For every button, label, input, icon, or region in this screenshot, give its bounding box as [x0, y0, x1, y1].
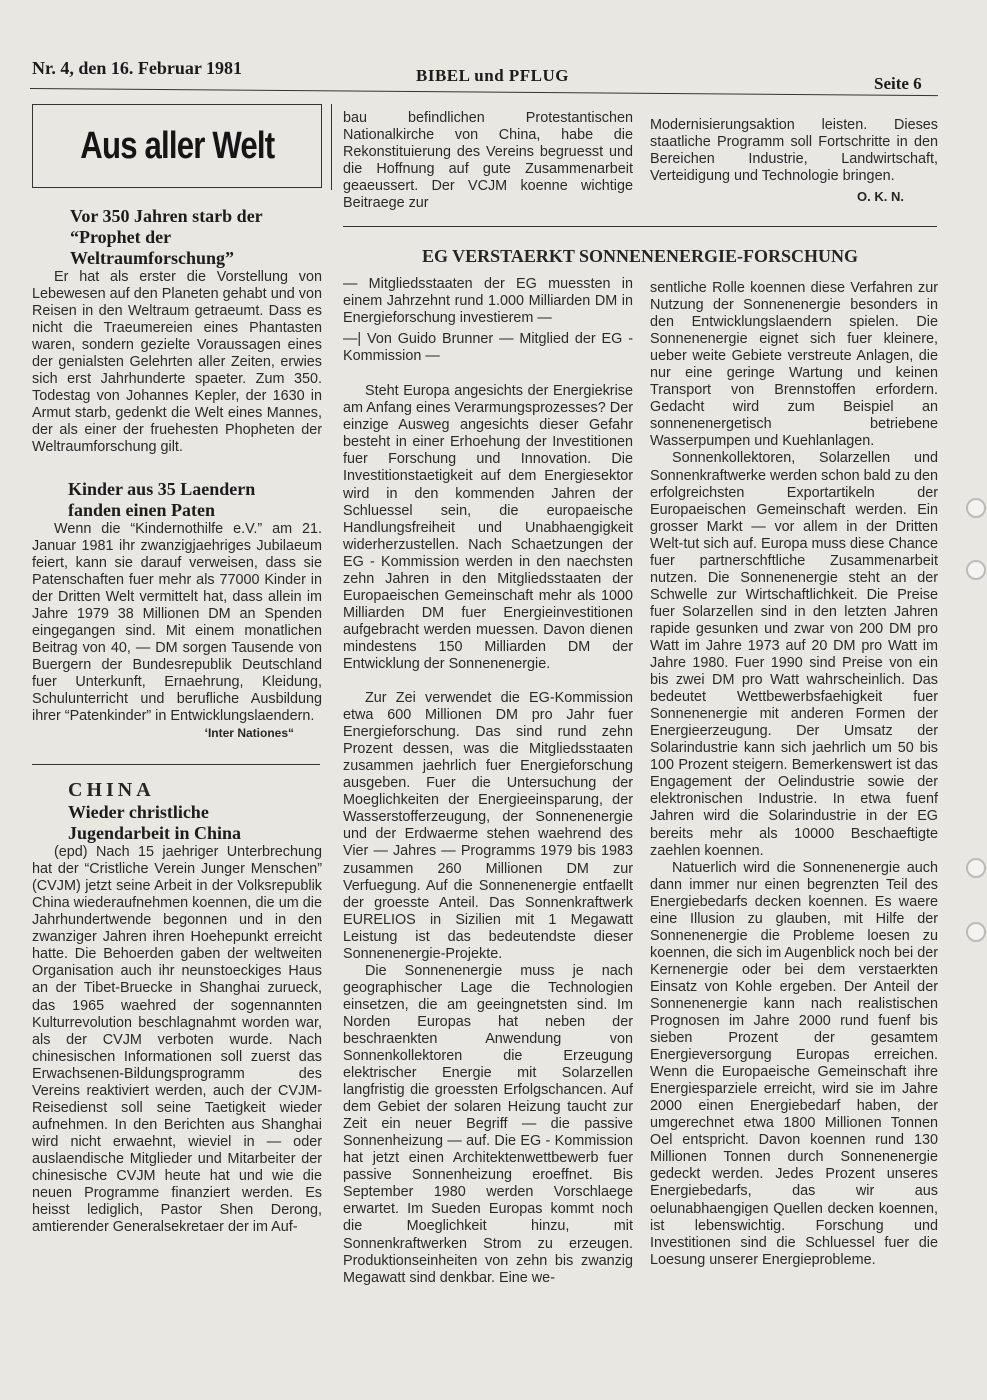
column-1	[32, 206, 322, 1236]
binder-hole-icon	[966, 858, 986, 878]
issue-date: Nr. 4, den 16. Februar 1981	[32, 58, 243, 78]
section-title-box	[32, 104, 322, 188]
binder-hole-icon	[966, 498, 986, 518]
page-number: Seite 6	[874, 74, 922, 93]
eg-column-2	[343, 276, 633, 1287]
binder-hole-icon	[966, 922, 986, 942]
china-continuation-col2: bau befindlichen Protestantischen Nationalkirche von China, habe die Rekonstituierung des Vereins begruesst und die Hoffnung auf gute Zusammenarbeit geaeussert. Der VCJM koenne wichtige Beitraege zur	[343, 110, 633, 212]
kepler-body: Er hat als erster die Vorstellung von Lebewesen auf den Planeten gehabt und von Reisen in den Weltraum getraeumt. Dass es nicht die Traeumereien eines Phantasten waren, sondern gezielte Voraussagen eines der genialsten Gelehrten aller Zeiten, erwies sich erst Jahrhunderte spaeter. Zum 350. Todestag von Johannes Kepler, der 1630 in Armut starb, gedenkt die Welt eines Mannes, der als einer der fruehesten Phopheten der Weltraumforschung gilt.	[32, 269, 322, 456]
section-title: Aus aller Welt	[79, 124, 275, 167]
eg-paragraph-4: sentliche Rolle koennen diese Verfahren zur Nutzung der Sonnenenergie besonders in den Entwicklungslaendern spielen. Die Sonnenenergie eignet sich fuer kleinere, ueber weite Gebiete verstreute Anlagen, die nur eine geringe Wartung und keinen Transport von Brennstoffen erfordern. Gedacht wird zum Beispiel an sonnenenergetisch betriebene Wasserpumpen und Kuehlanlagen.	[650, 280, 938, 450]
column-1-divider	[32, 764, 320, 765]
binder-hole-icon	[966, 560, 986, 580]
eg-headline: EG VERSTAERKT SONNENENERGIE-FORSCHUNG	[421, 246, 859, 266]
kinder-headline: Kinder aus 35 Laendern fanden einen Paten	[68, 478, 256, 520]
china-signature: O. K. N.	[857, 189, 904, 205]
column-divider-vertical	[331, 104, 332, 190]
china-continuation-text: Modernisierungsaktion leisten. Dieses staatliche Programm soll Fortschritte in den Bereichen Industrie, Landwirtschaft, Verteidigung und Technologie bringen.	[650, 117, 938, 185]
china-end-rule	[343, 226, 937, 227]
china-headline: Wieder christliche Jugendarbeit in China	[68, 802, 242, 844]
china-kicker: CHINA	[68, 779, 155, 802]
china-body: (epd) Nach 15 jaehriger Unterbrechung hat der “Cristliche Verein Junger Menschen” (CVJM) jetzt seine Arbeit in der Volksrepublik China wiederaufnehmen koennen, die um die Jahrhundertwende begonnen und in den zwanziger Jahren ihren Hoehepunkt erreicht hatte. Die Behoerden gaben der weltweiten Organisation auch ihr neunstoeckiges Haus an der Tibet-Bruecke in Shanghai zurueck, das 1965 waehred der sogennannten Kulturrevolution beschlagnahmt worden war, als der CVJM verboten wurde. Nach chinesischen Informationen soll zuerst das Erwachsenen-Bildungsprogramm des Vereins reaktiviert werden, auch der CVJM-Reisedienst soll seine Taetigkeit wieder aufnehmen. In den Berichten aus Shanghai wird nicht erwaehnt, wieviel in — oder auslaendische Mitglieder und Mitarbeiter der chinesische CVJM heute hat und wie die neuen Programme finanziert werden. Es heisst lediglich, Pastor Shen Derong, amtierender Generalsekretaer der im Auf-	[32, 844, 322, 1236]
china-continuation-col3	[650, 117, 938, 204]
kinder-source: ‘Inter Nationes“	[204, 726, 294, 741]
eg-paragraph-3: Die Sonnenenergie muss je nach geographischer Lage die Technologien einsetzen, die am geeingnetsten sind. Im Norden Europas hat neben der beschraenkten Anwendung von Sonnenkollektoren die Erzeugung elektrischer Energie mit Solarzellen langfristig die groessten Erfolgschancen. Auf dem Gebiet der solaren Heizung taucht zur Zeit ein neuer Begriff — die passive Sonnenheizung — auf. Die EG - Kommission hat jetzt einen Architektenwettbewerb fuer passive Sonnenheizung eroeffnet. Bis September 1980 werden Vorschlaege erwartet. Im Sueden Europas kommt noch die Moeglichkeit hinzu, mit Sonnenkraftwerken Strom zu erzeugen. Produktionseinheiten von zehn bis zwanzig Megawatt sind denkbar. Eine we-	[343, 962, 633, 1286]
newspaper-name: BIBEL und PFLUG	[416, 66, 570, 85]
eg-lead: — Mitgliedsstaaten der EG muessten in einem Jahrzehnt rund 1.000 Milliarden DM in Energieforschung investierem —	[343, 276, 633, 327]
kepler-headline: Vor 350 Jahren starb der “Prophet der Weltraumforschung”	[70, 206, 263, 268]
eg-paragraph-5: Sonnenkollektoren, Solarzellen und Sonnenkraftwerke werden schon bald zu den erfolgreichsten Exportartikeln der Europaeischen Gemeinschaft werden. Ein grosser Markt — vor allem in der Dritten Welt-tut sich auf. Europa muss diese Chance fuer partnerschftliche Zusammenarbeit nutzen. Die Sonnenenergie steht an der Schwelle zur Wirtschaftlichkeit. Die Preise fuer Solarzellen sind in den letzten Jahren rapide gesunken und zwar von 200 DM pro Watt im Jahre 1973 auf 20 DM pro Watt im Jahre 1980. Fuer 1990 sind Preise von ein bis zwei DM pro Watt wahrscheinlich. Das bedeutet Wettbewerbsfaehigkeit fuer Sonnenenergie mit anderen Formen der Energieerzeugung. Der Umsatz der Solarindustrie kann sich jaehrlich um 50 bis 100 Prozent steigern. Bemerkenswert ist das Engagement der Oelindustrie sowie der elektronischen Industrie. In etwa fuenf Jahren wird die Solarindustrie in der EG bereits mehr als 10000 Beschaeftigte zaehlen koennen.	[650, 450, 938, 859]
eg-paragraph-6: Natuerlich wird die Sonnenenergie auch dann immer nur einen begrenzten Teil des Energiebedarfs decken koennen. Es waere eine Illusion zu glauben, mit Hilfe der Sonnenenergie die Probleme loesen zu koennen, die sich im Augenblick noch bei der Kernenergie oder bei dem verstaerkten Einsatz von Kohle ergeben. Der Anteil der Sonnenenergie kann nach realistischen Prognosen im Jahre 2000 rund fuenf bis sieben Prozent der gesamtem Energieversorgung Europas erreichen. Wenn die Europaeische Gemeinschaft ihre Energiesparziele erreicht, wird sie im Jahre 2000 einen Energiebedarf haben, der umgerechnet etwa 1800 Millionen Tonnen Oel entspricht. Davon koennen rund 130 Millionen Tonnen durch Sonnenenergie gedeckt werden. Jedes Prozent unseres Energiebedarfs, das wir aus oelunabhaengigen Quellen decken koennen, ist lebenswichtig. Forschung und Investitionen sind die Schluessel fuer die Loesung unserer Energieprobleme.	[650, 859, 938, 1268]
eg-author: —| Von Guido Brunner — Mitglied der EG - Kommission —	[343, 331, 633, 365]
eg-paragraph-1: Steht Europa angesichts der Energiekrise am Anfang eines Verarmungsprozesses? Der einzige Ausweg angesichts dieser Gefahr besteht in einer Erhoehung der Investitionen fuer Forschung und Innovation. Die Investitionstaetigkeit auf dem Energiesektor wird in den kommenden Jahren der Schluessel sein, die europaeische Handlungsfreiheit und Unabhaengigkeit widerherzustellen. Nach Schaetzungen der EG - Kommission werden in den naechsten zehn Jahren in den Mitgliedsstaaten der Europaeischen Gemeinschaft mehr als 1000 Milliarden DM fuer Energieinvestitionen aufgebracht werden muessen. Davon dienen mindestens 150 Milliarden DM der Entwicklung der Sonnenenergie.	[343, 383, 633, 672]
eg-column-3	[650, 280, 938, 1269]
kinder-body: Wenn die “Kindernothilfe e.V.” am 21. Januar 1981 ihr zwanzigjaehriges Jubilaeum feiert, kann sie darauf verweisen, dass sie Patenschaften fuer mehr als 77000 Kinder in der Dritten Welt vermittelt hat, dass allein im Jahre 1979 38 Millionen DM an Spenden eingegangen sind. Mit einem monatlichen Beitrag von 40, — DM sorgen Tausende von Buergern der Bundesrepublik Deutschland fuer Unterkunft, Ernaehrung, Kleidung, Schulunterricht und berufliche Ausbildung ihrer “Patenkinder” in Entwicklungslaendern.	[32, 520, 322, 725]
header-rule	[30, 88, 938, 96]
eg-paragraph-2: Zur Zei verwendet die EG-Kommission etwa 600 Millionen DM pro Jahr fuer Energieforschung. Das sind rund zehn Prozent dessen, was die Mitgliedsstaaten zusammen jaehrlich fuer Energieforschung ausgeben. Fuer die Untersuchung der Moeglichkeiten der Energieeinsparung, der Wasserstofferzeugung, der Sonnenenergie und der Erdwaerme stehen waehrend des Vier — Jahres — Programms 1979 bis 1983 zusammen 260 Millionen DM zur Verfuegung. Auf die Sonnenenergie entfaellt der groesste Anteil. Das Sonnenkraftwerk EURELIOS in Sizilien mit 1 Megawatt Leistung ist das bedeutendste dieser Sonnenenergie-Projekte.	[343, 690, 633, 962]
